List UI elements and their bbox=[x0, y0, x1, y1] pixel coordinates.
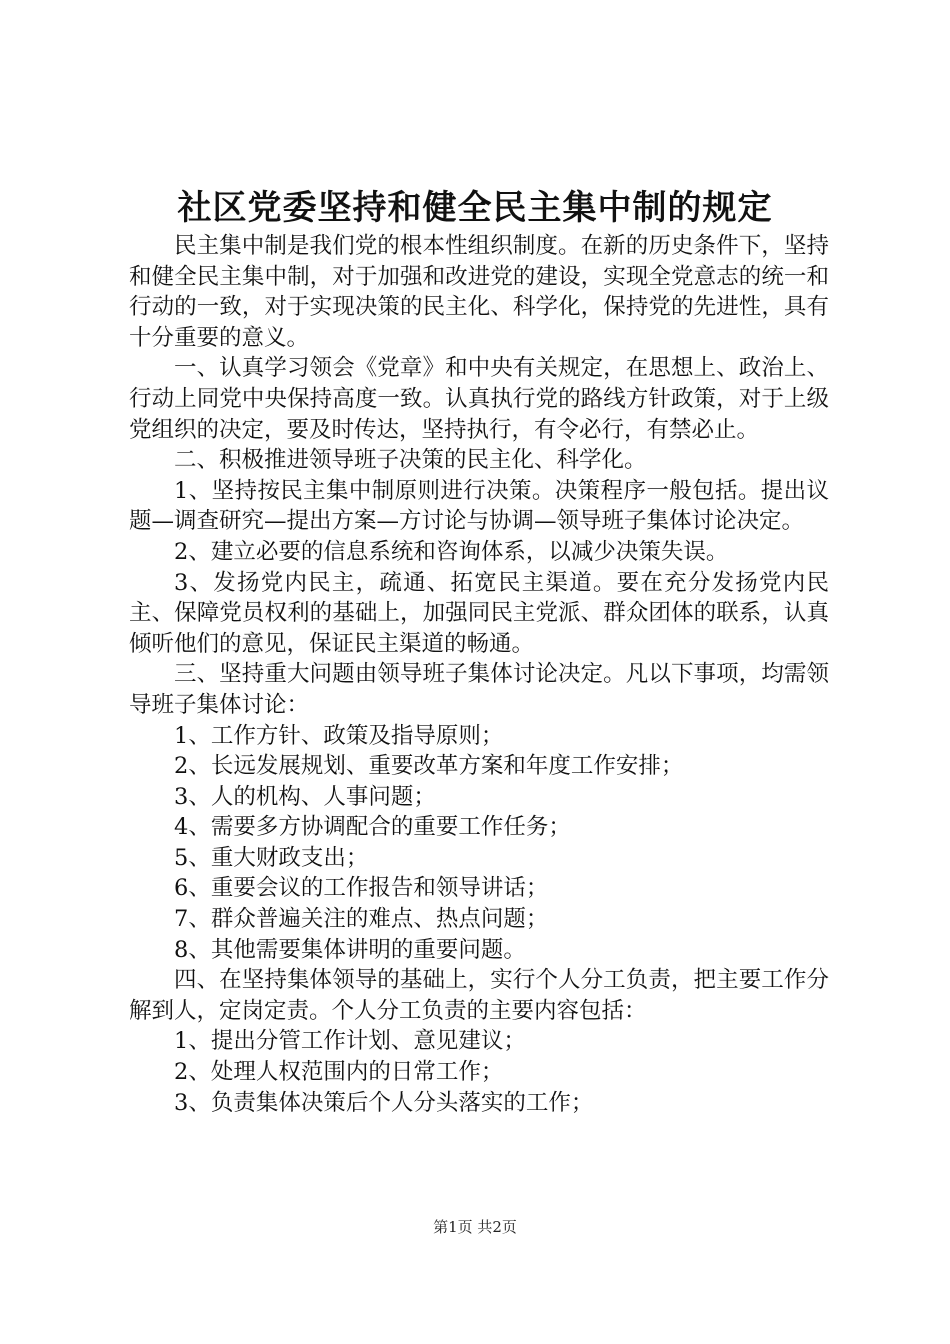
list-item: 7、群众普遍关注的难点、热点问题； bbox=[174, 906, 549, 933]
list-item: 5、重大财政支出； bbox=[174, 844, 369, 871]
list-item: 1、工作方针、政策及指导原则； bbox=[174, 722, 504, 749]
list-item: 3、负责集体决策后个人分头落实的工作； bbox=[174, 1089, 594, 1116]
paragraph-section-2: 二、积极推进领导班子决策的民主化、科学化。 bbox=[174, 447, 647, 474]
list-item: 8、其他需要集体讲明的重要问题。 bbox=[174, 936, 526, 963]
paragraph-section-1: 一、认真学习领会《党章》和中央有关规定，在思想上、政治上、行动上同党中央保持高度一致。认真执行党的路线方针政策，对于上级党组织的决定，要及时传达，坚持执行，有令必行，有禁必止。 bbox=[129, 355, 829, 443]
paragraph-section-2-item-2: 2、建立必要的信息系统和咨询体系，以减少决策失误。 bbox=[174, 538, 729, 565]
paragraph-intro: 民主集中制是我们党的根本性组织制度。在新的历史条件下，坚持和健全民主集中制，对于加强和改进党的建设，实现全党意志的统一和行动的一致，对于实现决策的民主化、科学化，保持党的先进性，具有十分重要的意义。 bbox=[129, 233, 829, 351]
list-item: 6、重要会议的工作报告和领导讲话； bbox=[174, 875, 549, 902]
document-body bbox=[129, 231, 829, 1118]
list-item: 2、处理人权范围内的日常工作； bbox=[174, 1059, 504, 1086]
list-item: 3、人的机构、人事问题； bbox=[174, 783, 436, 810]
list-item: 4、需要多方协调配合的重要工作任务； bbox=[174, 814, 571, 841]
list-item: 1、提出分管工作计划、意见建议； bbox=[174, 1028, 526, 1055]
paragraph-section-3: 三、坚持重大问题由领导班子集体讨论决定。凡以下事项，均需领导班子集体讨论： bbox=[129, 661, 829, 718]
paragraph-section-2-item-1: 1、坚持按民主集中制原则进行决策。决策程序一般包括。提出议题—调查研究—提出方案—方讨论与协调—领导班子集体讨论决定。 bbox=[129, 477, 829, 535]
list-item: 2、长远发展规划、重要改革方案和年度工作安排； bbox=[174, 753, 684, 780]
document-title: 社区党委坚持和健全民主集中制的规定 bbox=[177, 188, 773, 228]
paragraph-section-2-item-3: 3、发扬党内民主，疏通、拓宽民主渠道。要在充分发扬党内民主、保障党员权利的基础上，加强同民主党派、群众团体的联系，认真倾听他们的意见，保证民主渠道的畅通。 bbox=[129, 569, 829, 657]
paragraph-section-4: 四、在坚持集体领导的基础上，实行个人分工负责，把主要工作分解到人，定岗定责。个人分工负责的主要内容包括： bbox=[129, 967, 829, 1024]
page-footer: 第1页 共2页 bbox=[433, 1218, 517, 1236]
